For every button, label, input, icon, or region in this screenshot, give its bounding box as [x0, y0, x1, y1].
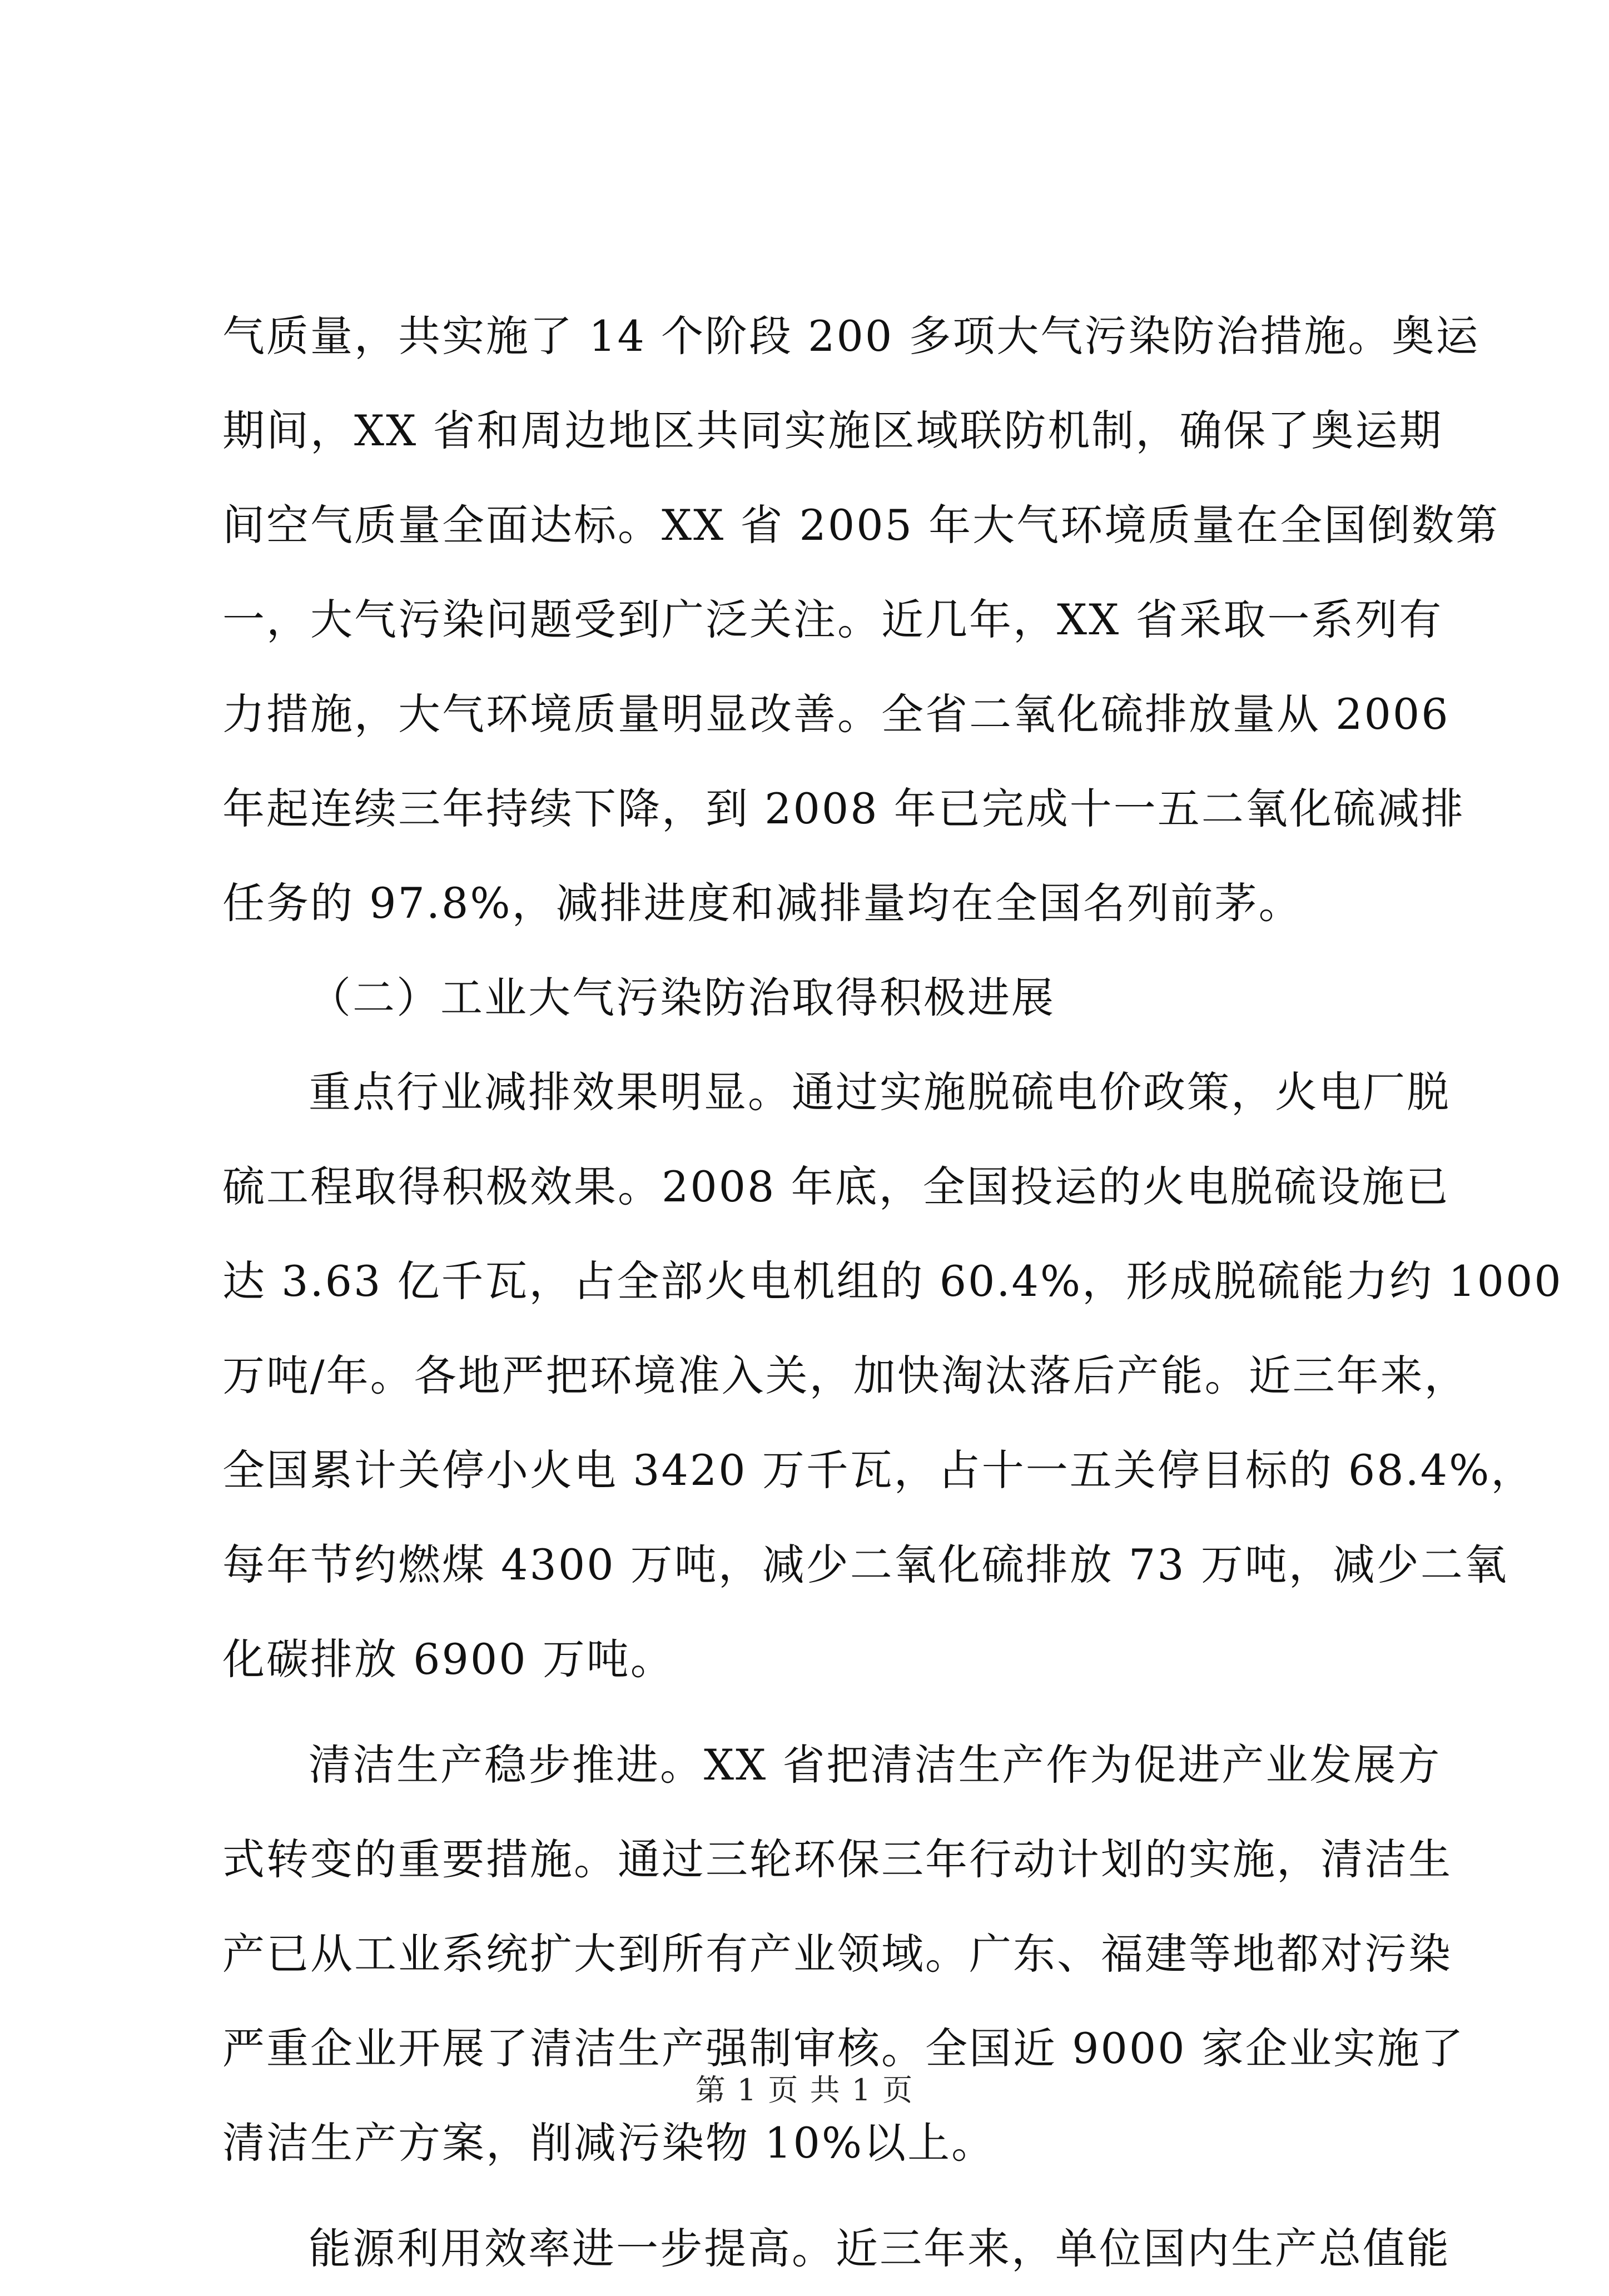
paragraph — [222, 1045, 1563, 1707]
text-line: 重点行业减排效果明显。通过实施脱硫电价政策，火电厂脱 — [309, 1067, 1451, 1117]
text-line: 清洁生产方案，削减污染物 10%以上。 — [222, 2118, 996, 2168]
text-line: 期间，XX 省和周边地区共同实施区域联防机制，确保了奥运期 — [222, 406, 1443, 455]
text-line: 达 3.63 亿千瓦，占全部火电机组的 60.4%，形成脱硫能力约 1000 — [222, 1256, 1563, 1306]
text-line: 全国累计关停小火电 3420 万千瓦，占十一五关停目标的 68.4%， — [222, 1445, 1535, 1495]
document-body — [222, 289, 1563, 2296]
text-line: 硫工程取得积极效果。2008 年底，全国投运的火电脱硫设施已 — [222, 1162, 1450, 1211]
text-line: 万吨/年。各地严把环境准入关，加快淘汰落后产能。近三年来， — [222, 1351, 1468, 1400]
paragraph — [222, 2201, 1451, 2296]
text-line: 任务的 97.8%，减排进度和减排量均在全国名列前茅。 — [222, 878, 1303, 928]
text-line: 每年节约燃煤 4300 万吨，减少二氧化硫排放 73 万吨，减少二氧 — [222, 1540, 1508, 1589]
paragraph — [222, 289, 1500, 951]
text-line: 能源利用效率进一步提高。近三年来，单位国内生产总值能 — [309, 2224, 1451, 2273]
text-line: 气质量，共实施了 14 个阶段 200 多项大气污染防治措施。奥运 — [222, 311, 1480, 361]
text-line: 式转变的重要措施。通过三轮环保三年行动计划的实施，清洁生 — [222, 1835, 1452, 1884]
text-line: 间空气质量全面达标。XX 省 2005 年大气环境质量在全国倒数第 — [222, 500, 1500, 550]
text-line: 一，大气污染问题受到广泛关注。近几年，XX 省采取一系列有 — [222, 595, 1443, 644]
text-line: 年起连续三年持续下降，到 2008 年已完成十一五二氧化硫减排 — [222, 784, 1465, 833]
section-heading: （二）工业大气污染防治取得积极进展 — [309, 973, 1055, 1022]
text-line: 力措施，大气环境质量明显改善。全省二氧化硫排放量从 2006 — [222, 689, 1450, 739]
paragraph-spacing — [222, 1707, 1418, 1718]
paragraph — [222, 1718, 1465, 2190]
page-footer: 第 1 页 共 1 页 — [695, 2073, 914, 2108]
text-line: 清洁生产稳步推进。XX 省把清洁生产作为促进产业发展方 — [309, 1740, 1442, 1790]
paragraph-spacing — [222, 2190, 1418, 2201]
text-line: 化碳排放 6900 万吨。 — [222, 1634, 674, 1684]
text-line: 严重企业开展了清洁生产强制审核。全国近 9000 家企业实施了 — [222, 2024, 1465, 2073]
text-line: 产已从工业系统扩大到所有产业领域。广东、福建等地都对污染 — [222, 1929, 1452, 1979]
